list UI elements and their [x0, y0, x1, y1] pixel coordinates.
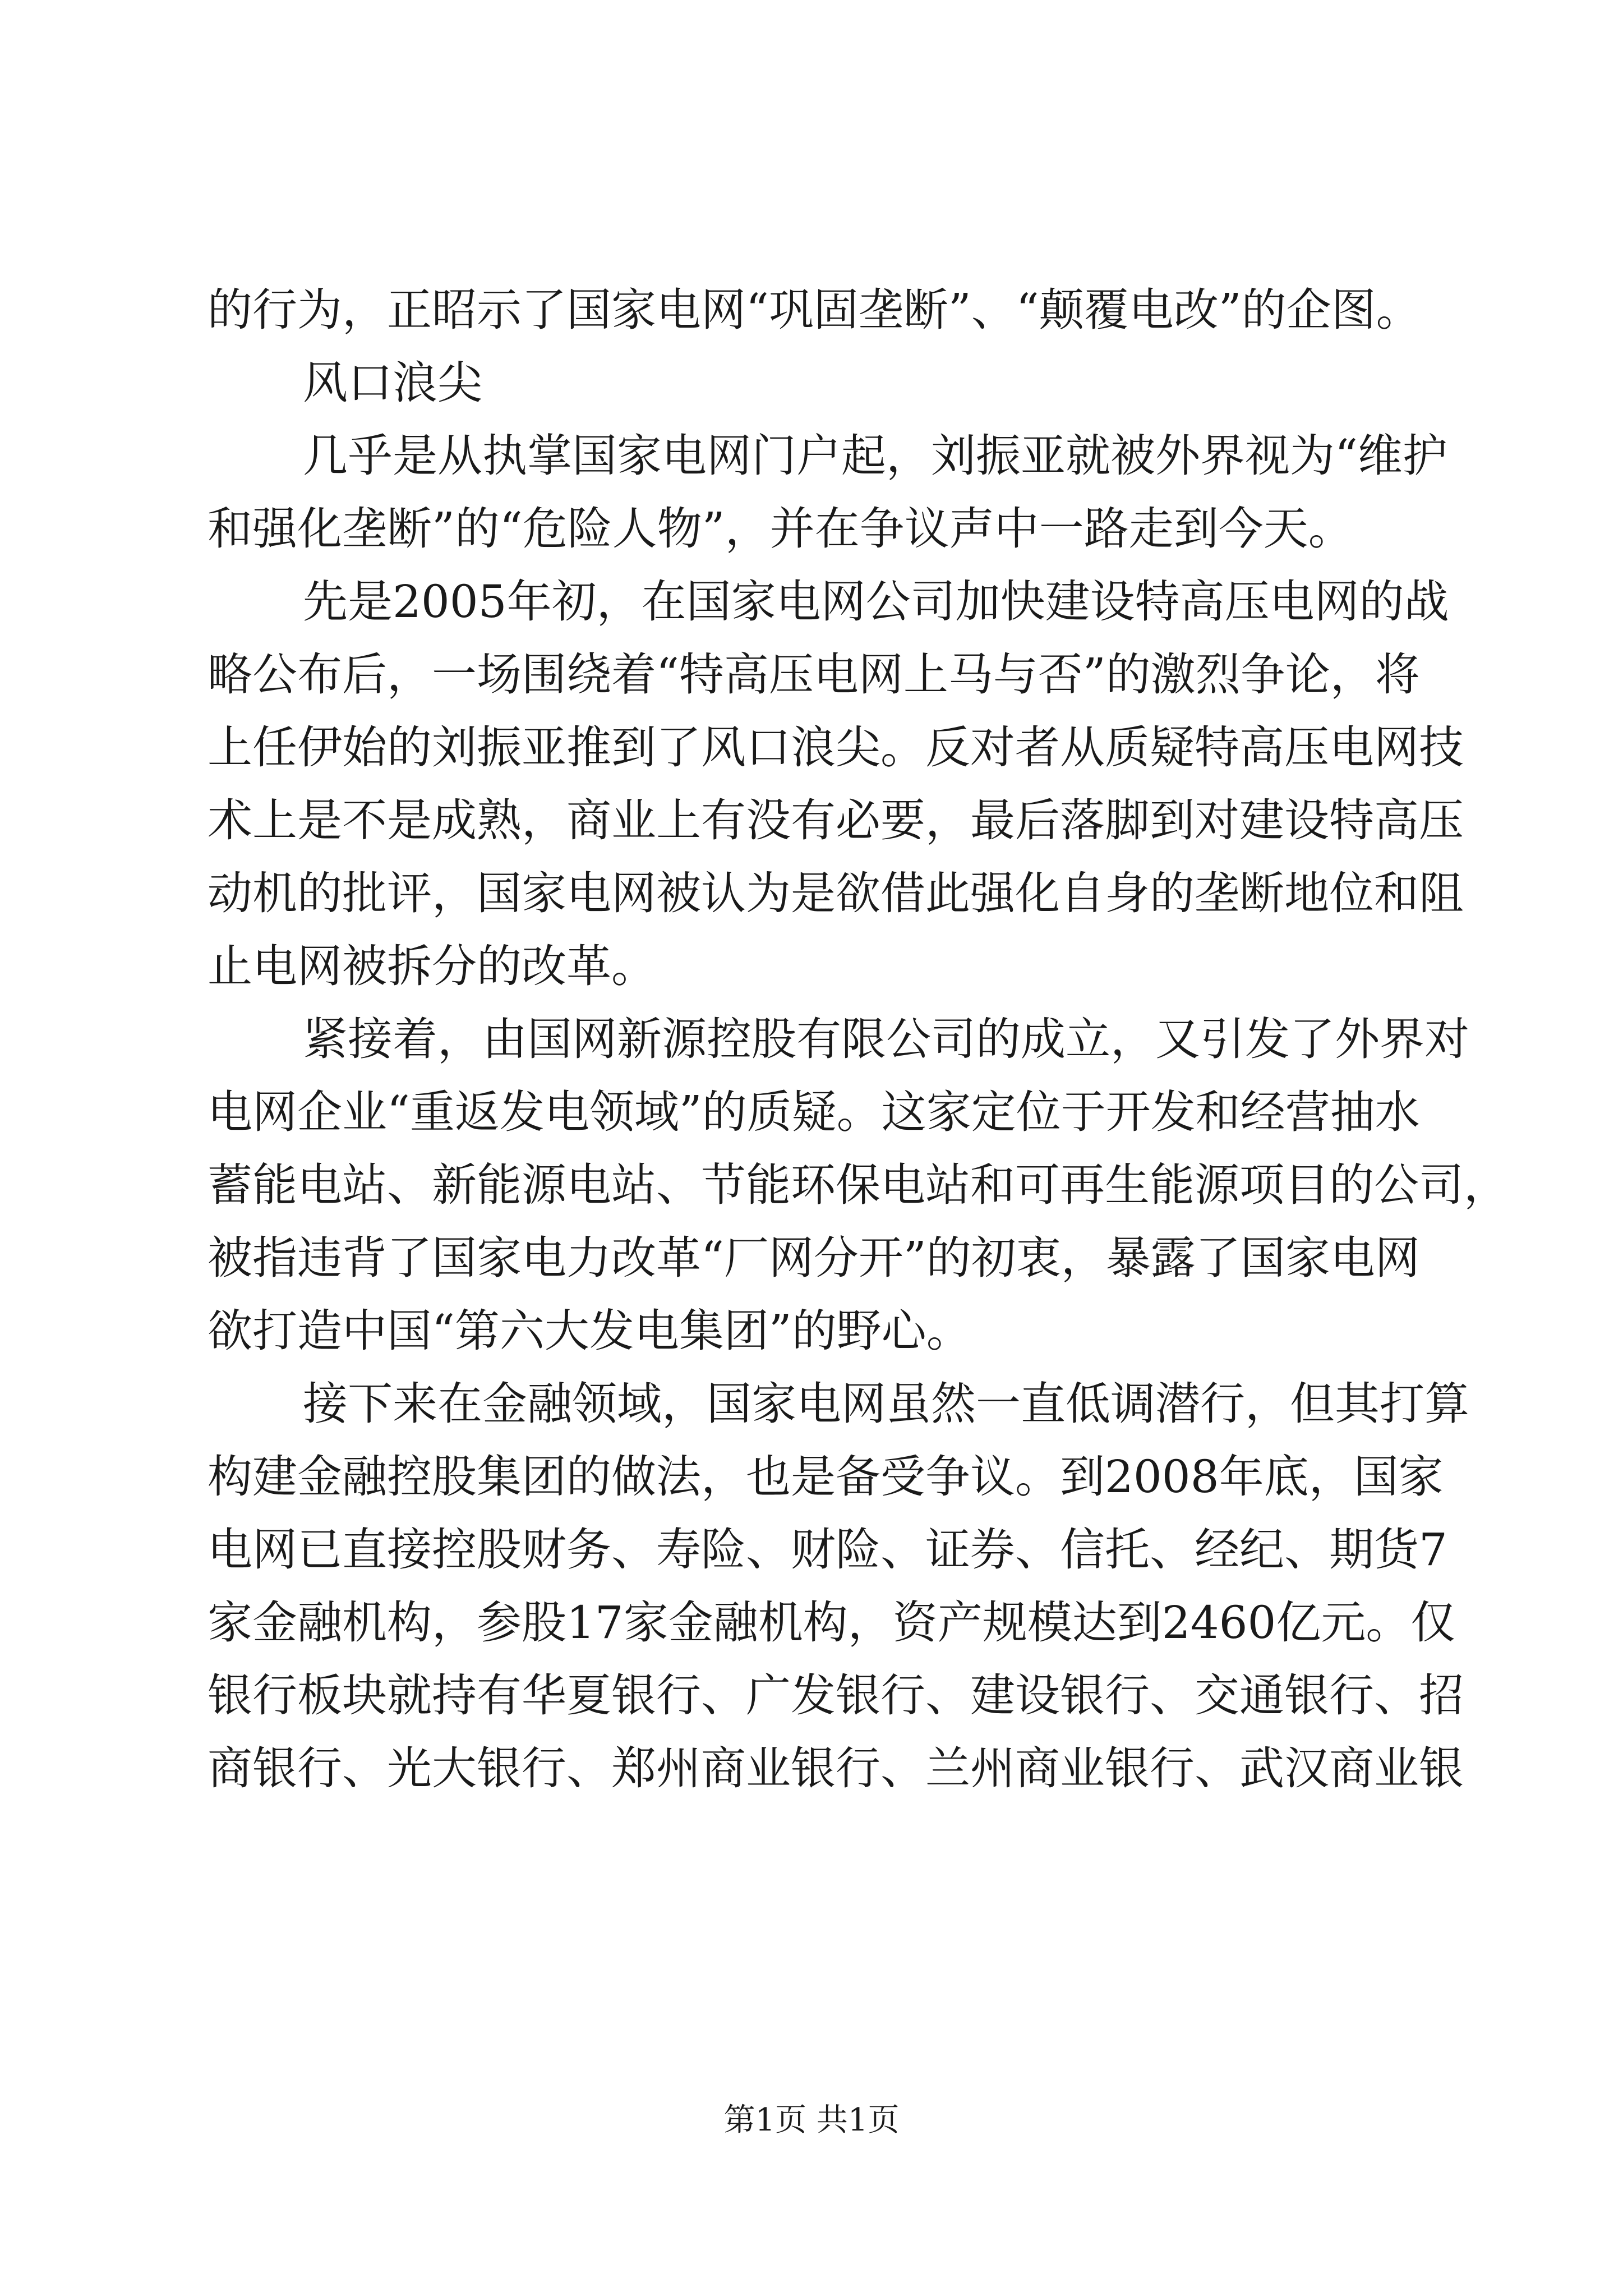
text-line: 接下来在金融领域，国家电网虽然一直低调潜行，但其打算	[303, 1378, 1469, 1430]
text-line: 上任伊始的刘振亚推到了风口浪尖。反对者从质疑特高压电网技	[208, 721, 1464, 774]
text-line: 蓄能电站、新能源电站、节能环保电站和可再生能源项目的公司，	[208, 1159, 1509, 1211]
text-line: 构建金融控股集团的做法，也是备受争议。到2008年底，国家	[208, 1451, 1444, 1503]
text-line: 动机的批评，国家电网被认为是欲借此强化自身的垄断地位和阻	[208, 867, 1464, 919]
text-line: 和强化垄断”的“危险人物”，并在争议声中一路走到今天。	[208, 503, 1353, 555]
text-line: 被指违背了国家电力改革“厂网分开”的初衷，暴露了国家电网	[208, 1232, 1420, 1284]
text-line: 家金融机构，参股17家金融机构，资产规模达到2460亿元。仅	[208, 1596, 1456, 1649]
document-body	[208, 274, 1509, 1805]
text-line: 术上是不是成熟，商业上有没有必要，最后落脚到对建设特高压	[208, 794, 1464, 846]
text-line: 的行为，正昭示了国家电网“巩固垄断”、“颠覆电改”的企图。	[208, 284, 1421, 336]
page-footer: 第1页 共1页	[723, 2102, 900, 2138]
section-heading: 风口浪尖	[303, 357, 482, 409]
text-line: 电网企业“重返发电领域”的质疑。这家定位于开发和经营抽水	[208, 1086, 1420, 1138]
text-line: 止电网被拆分的改革。	[208, 940, 656, 992]
text-line: 紧接着，由国网新源控股有限公司的成立，又引发了外界对	[303, 1013, 1469, 1065]
text-line: 先是2005年初，在国家电网公司加快建设特高压电网的战	[303, 576, 1449, 628]
text-line: 几乎是从执掌国家电网门户起，刘振亚就被外界视为“维护	[303, 430, 1447, 482]
text-line: 银行板块就持有华夏银行、广发银行、建设银行、交通银行、招	[208, 1669, 1464, 1722]
text-line: 略公布后，一场围绕着“特高压电网上马与否”的激烈争论，将	[208, 648, 1420, 701]
text-line: 电网已直接控股财务、寿险、财险、证券、信托、经纪、期货7	[208, 1524, 1447, 1576]
text-line: 欲打造中国“第六大发电集团”的野心。	[208, 1305, 971, 1357]
text-line: 商银行、光大银行、郑州商业银行、兰州商业银行、武汉商业银	[208, 1742, 1464, 1795]
